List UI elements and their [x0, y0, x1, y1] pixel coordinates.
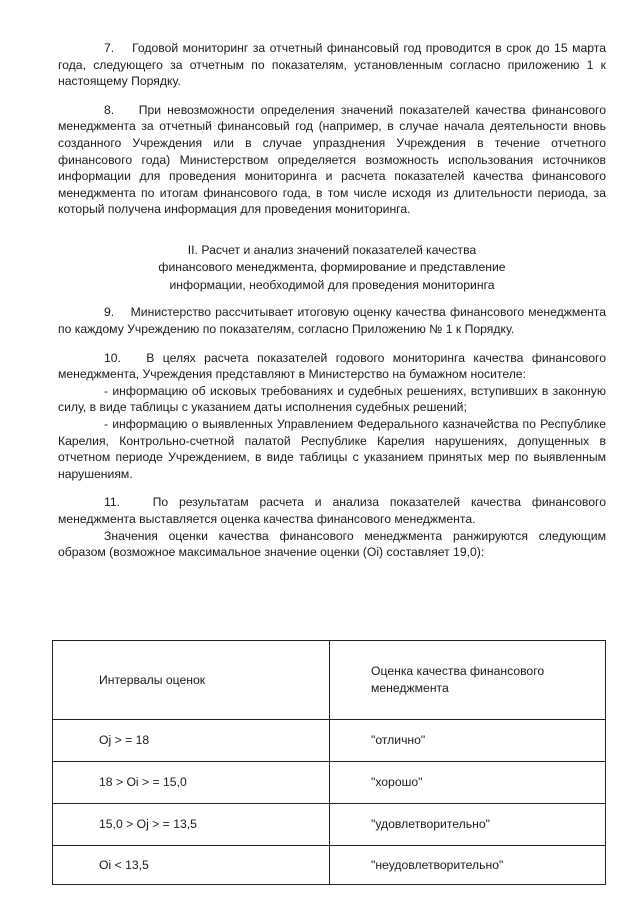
table-header-row: [53, 641, 606, 720]
table-header-assessment: Оценка качества финансового менеджмента: [330, 641, 606, 720]
paragraph-10: 10. В целях расчета показателей годового мониторинга качества финансового менеджмента, Учреждения представляют в Министерство на бумажном носителе:: [58, 350, 606, 382]
section-heading-line-3: информации, необходимой для проведения мониторинга: [169, 277, 495, 292]
paragraph-7: 7. Годовой мониторинг за отчетный финансовый год проводится в срок до 15 марта года, следующего за отчетным по показателям, установленным согласно приложению 1 к настоящему Порядку.: [58, 41, 606, 89]
table-row: [53, 846, 606, 885]
grade-table: [52, 640, 606, 885]
section-heading: [58, 242, 606, 295]
table-cell-grade: "хорошо": [330, 762, 606, 804]
paragraph-11: 11. По результатам расчета и анализа показателей качества финансового менеджмента выставляется оценка качества финансового менеджмента.: [58, 495, 606, 526]
table-row: [53, 720, 606, 762]
table-cell-interval: Oj > = 18: [53, 720, 330, 762]
table-cell-interval: Oi < 13,5: [53, 846, 330, 885]
table-cell-grade: "удовлетворительно": [330, 804, 606, 846]
table-cell-interval: 18 > Oi > = 15,0: [53, 762, 330, 804]
section-heading-line-2: финансового менеджмента, формирование и представление: [158, 260, 506, 275]
paragraph-11-ranking: Значения оценки качества финансового менеджмента ранжируются следующим образом (возможное максимальное значение оценки (Oi) составляет 19,0):: [58, 528, 606, 560]
table-header-intervals: Интервалы оценок: [53, 641, 330, 720]
document-body: [58, 40, 606, 561]
section-heading-line-1: II. Расчет и анализ значений показателей качества: [187, 242, 477, 257]
table-row: [53, 804, 606, 846]
table-cell-grade: "отлично": [330, 720, 606, 762]
paragraph-10-bullet-1: - информацию об исковых требованиях и судебных решениях, вступивших в законную силу, в виде таблицы с указанием даты исполнения судебных решений;: [58, 383, 606, 415]
paragraph-10-bullet-2: - информацию о выявленных Управлением Федерального казначейства по Республике Карелия, Контрольно-счетной палатой Республике Карелия нарушениях, допущенных в отчетном периоде Учреждением, в виде таблицы с указанием принятых мер по выявленным нарушениям.: [58, 417, 606, 481]
table-cell-interval: 15,0 > Oj > = 13,5: [53, 804, 330, 846]
table-cell-grade: "неудовлетворительно": [330, 846, 606, 885]
paragraph-8: 8. При невозможности определения значений показателей качества финансового менеджмента за отчетный финансовый год (например, в случае начала деятельности вновь созданного Учреждения или в случае упразднения Учреждения в течение отчетного финансового года) Министерством определяется возможность использования источников информации для проведения мониторинга и расчета показателей качества финансового менеджмента по итогам финансового года, в том числе исходя из длительности периода, за который получена информация для проведения мониторинга.: [58, 102, 606, 217]
paragraph-9: 9. Министерство рассчитывает итоговую оценку качества финансового менеджмента по каждому Учреждению по показателям, согласно Приложению № 1 к Порядку.: [58, 305, 606, 337]
table-row: [53, 762, 606, 804]
